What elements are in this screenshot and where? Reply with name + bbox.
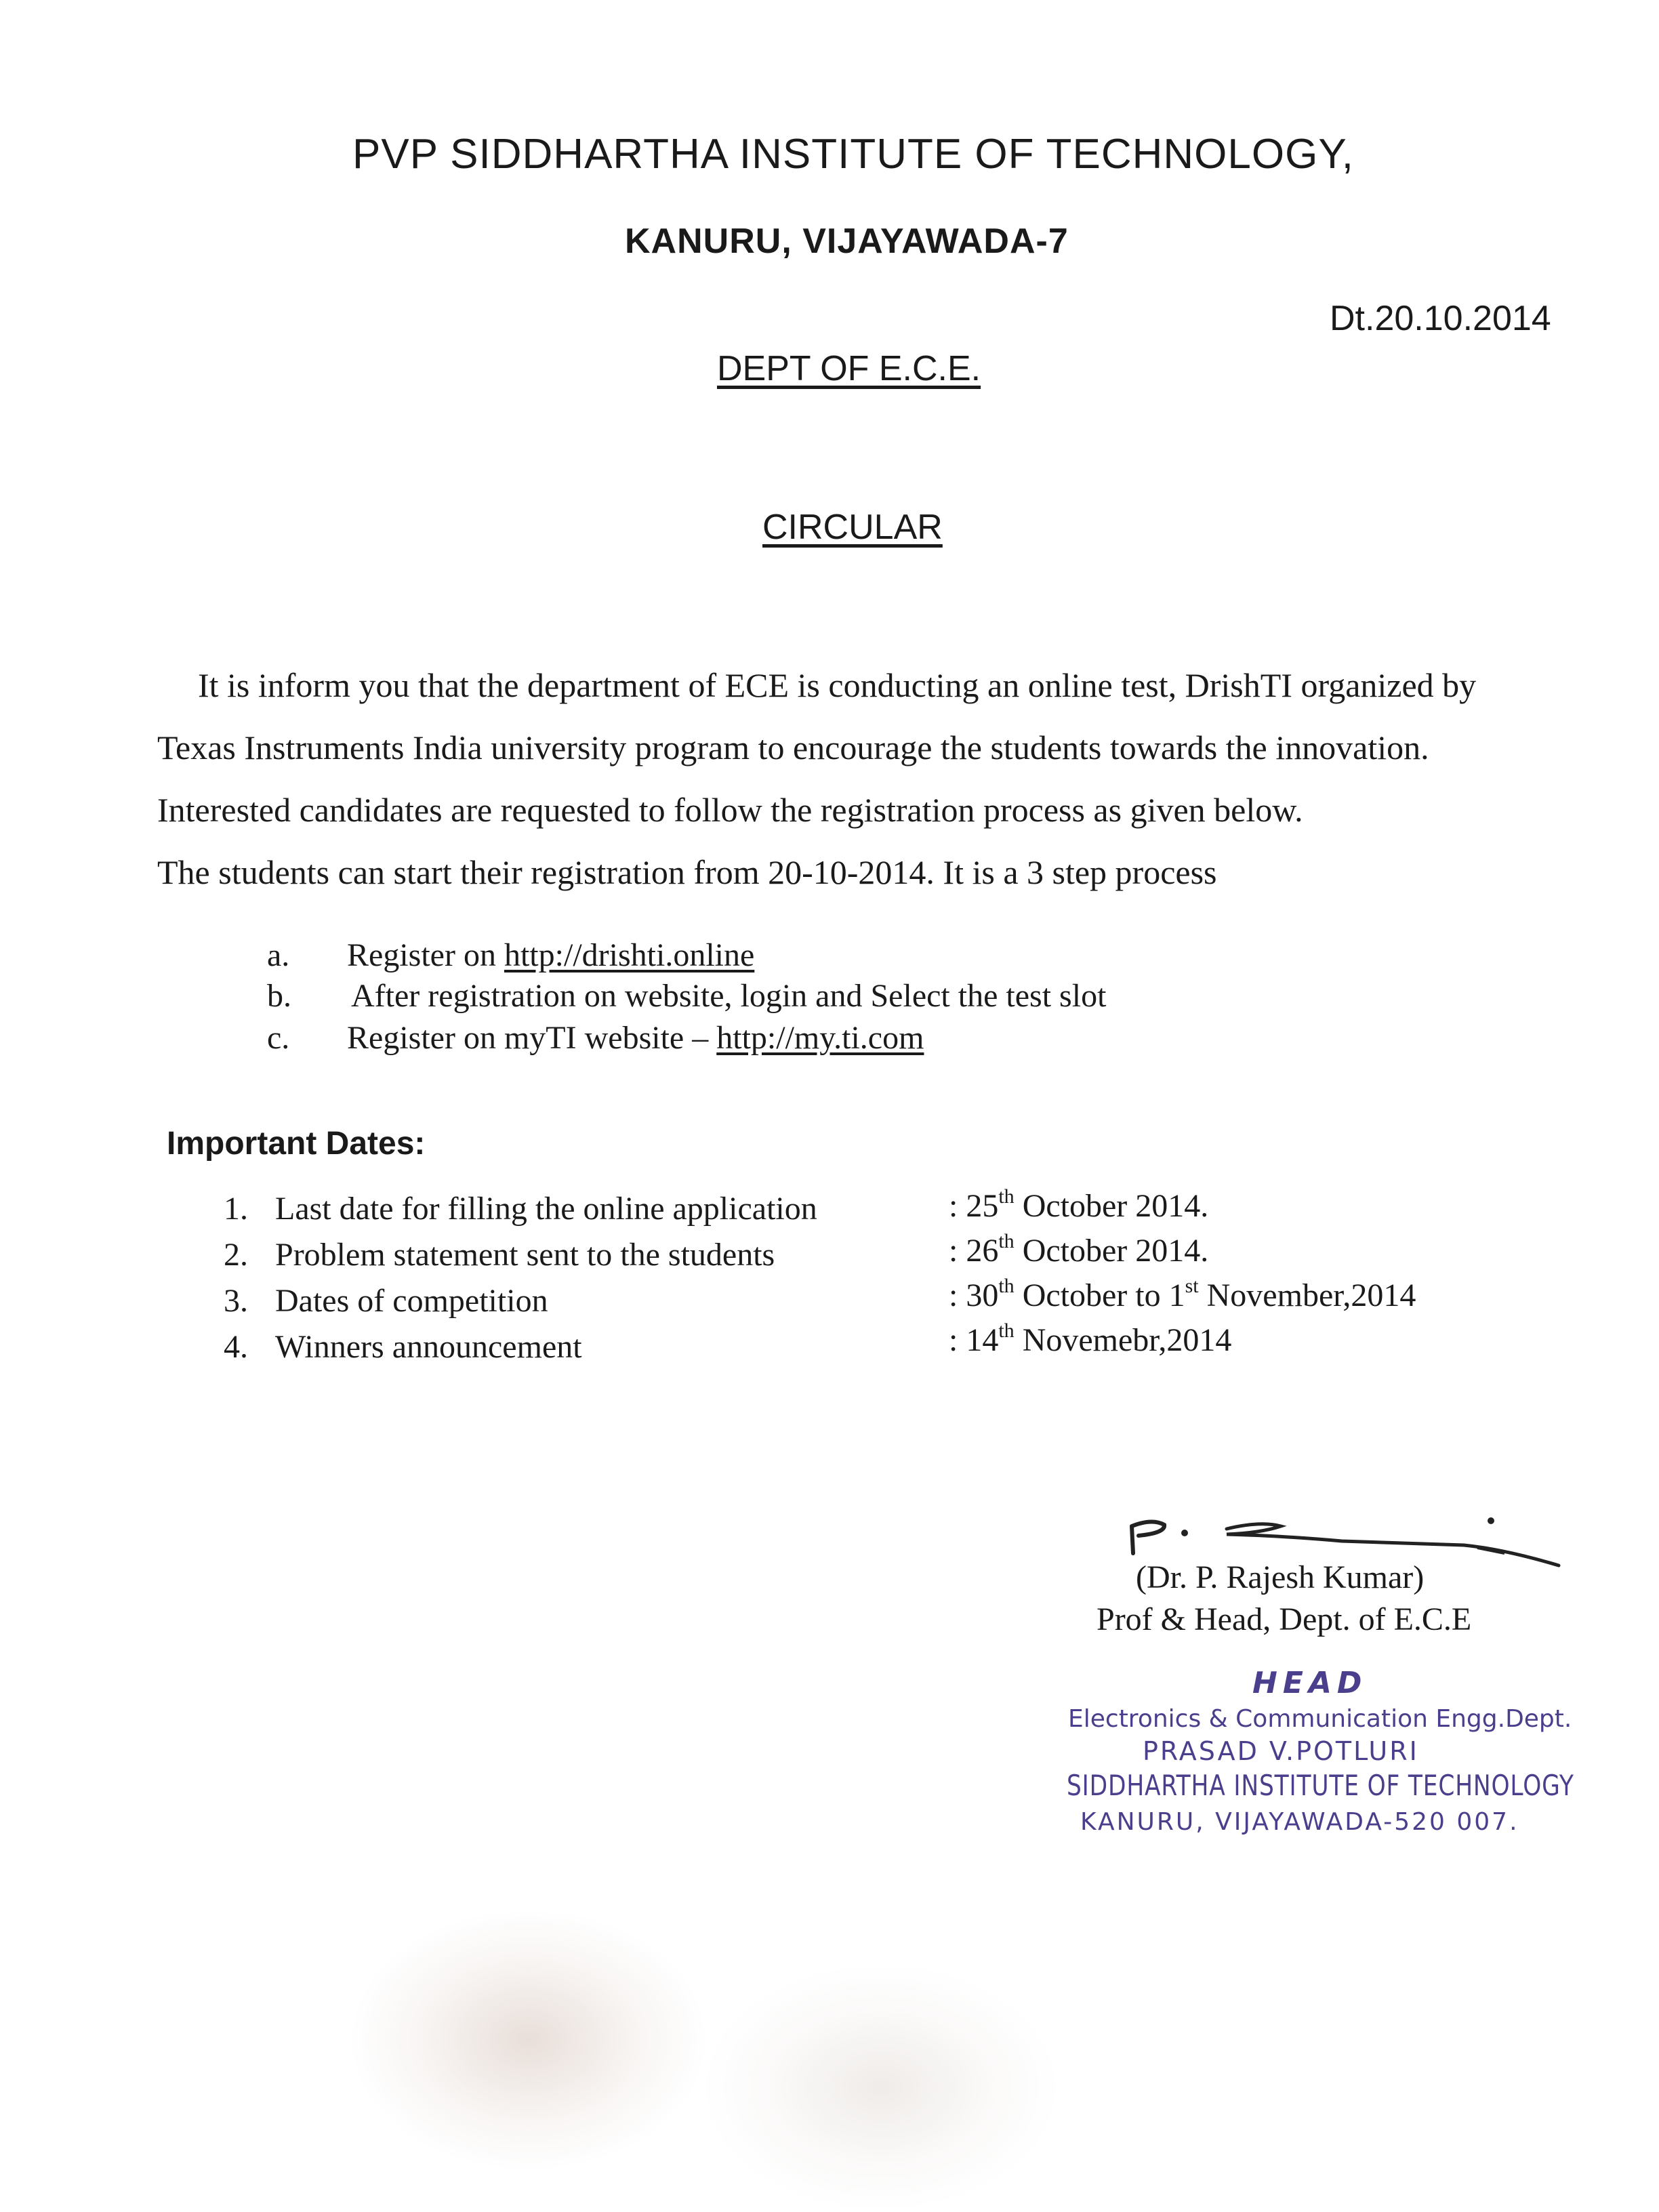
step-text: Register on myTI website – xyxy=(347,1020,717,1056)
stamp-line: Electronics & Communication Engg.Dept. xyxy=(1068,1705,1572,1733)
date-item-label: Winners announcement xyxy=(275,1329,582,1365)
body-paragraph-line: Interested candidates are requested to follow the registration process as given below. xyxy=(157,791,1303,829)
signatory-name: (Dr. P. Rajesh Kumar) xyxy=(1136,1559,1425,1595)
date-item-number: 3. xyxy=(224,1283,248,1319)
step-marker: b. xyxy=(267,978,291,1014)
drishti-link[interactable]: http://drishti.online xyxy=(504,937,755,973)
stamp-line: SIDDHARTHA INSTITUTE OF TECHNOLOGY xyxy=(1067,1769,1574,1802)
background-smudge xyxy=(705,1965,1057,2209)
date-item-label: Dates of competition xyxy=(275,1283,548,1319)
background-smudge xyxy=(352,1911,705,2169)
circular-date: Dt.20.10.2014 xyxy=(1330,299,1551,338)
stamp-line: KANURU, VIJAYAWADA-520 007. xyxy=(1080,1808,1519,1836)
institution-location: KANURU, VIJAYAWADA-7 xyxy=(625,222,1069,261)
stamp-line: HEAD xyxy=(1252,1666,1368,1700)
important-dates-heading: Important Dates: xyxy=(167,1126,426,1162)
step-item xyxy=(351,977,1106,1015)
date-item-value: : 25th October 2014. xyxy=(949,1185,1209,1224)
body-paragraph-line: Texas Instruments India university program to encourage the students towards the innovation. xyxy=(157,729,1429,766)
date-item-value: : 14th Novemebr,2014 xyxy=(949,1319,1232,1358)
step-marker: a. xyxy=(267,937,290,973)
body-paragraph-line: The students can start their registration from 20-10-2014. It is a 3 step process xyxy=(157,853,1217,891)
date-item-label: Problem statement sent to the students xyxy=(275,1237,775,1273)
date-item-value: : 26th October 2014. xyxy=(949,1230,1209,1269)
step-item xyxy=(347,1019,924,1057)
signatory-title: Prof & Head, Dept. of E.C.E xyxy=(1097,1601,1472,1637)
step-text: After registration on website, login and Select the test slot xyxy=(351,978,1107,1014)
date-item-label: Last date for filling the online application xyxy=(275,1191,817,1227)
circular-title: CIRCULAR xyxy=(762,508,943,547)
department-heading: DEPT OF E.C.E. xyxy=(717,349,981,388)
step-item xyxy=(347,937,754,974)
stamp-line: PRASAD V.POTLURI xyxy=(1143,1736,1419,1766)
myti-link[interactable]: http://my.ti.com xyxy=(716,1020,924,1056)
institution-name: PVP SIDDHARTHA INSTITUTE OF TECHNOLOGY, xyxy=(352,131,1354,178)
step-marker: c. xyxy=(267,1020,290,1056)
date-item-number: 1. xyxy=(224,1191,248,1227)
body-paragraph-line: It is inform you that the department of ECE is conducting an online test, DrishTI organized by xyxy=(198,666,1477,704)
date-item-number: 4. xyxy=(224,1329,248,1365)
date-item-value: : 30th October to 1st November,2014 xyxy=(949,1275,1416,1313)
step-text: Register on xyxy=(347,937,504,973)
date-item-number: 2. xyxy=(224,1237,248,1273)
